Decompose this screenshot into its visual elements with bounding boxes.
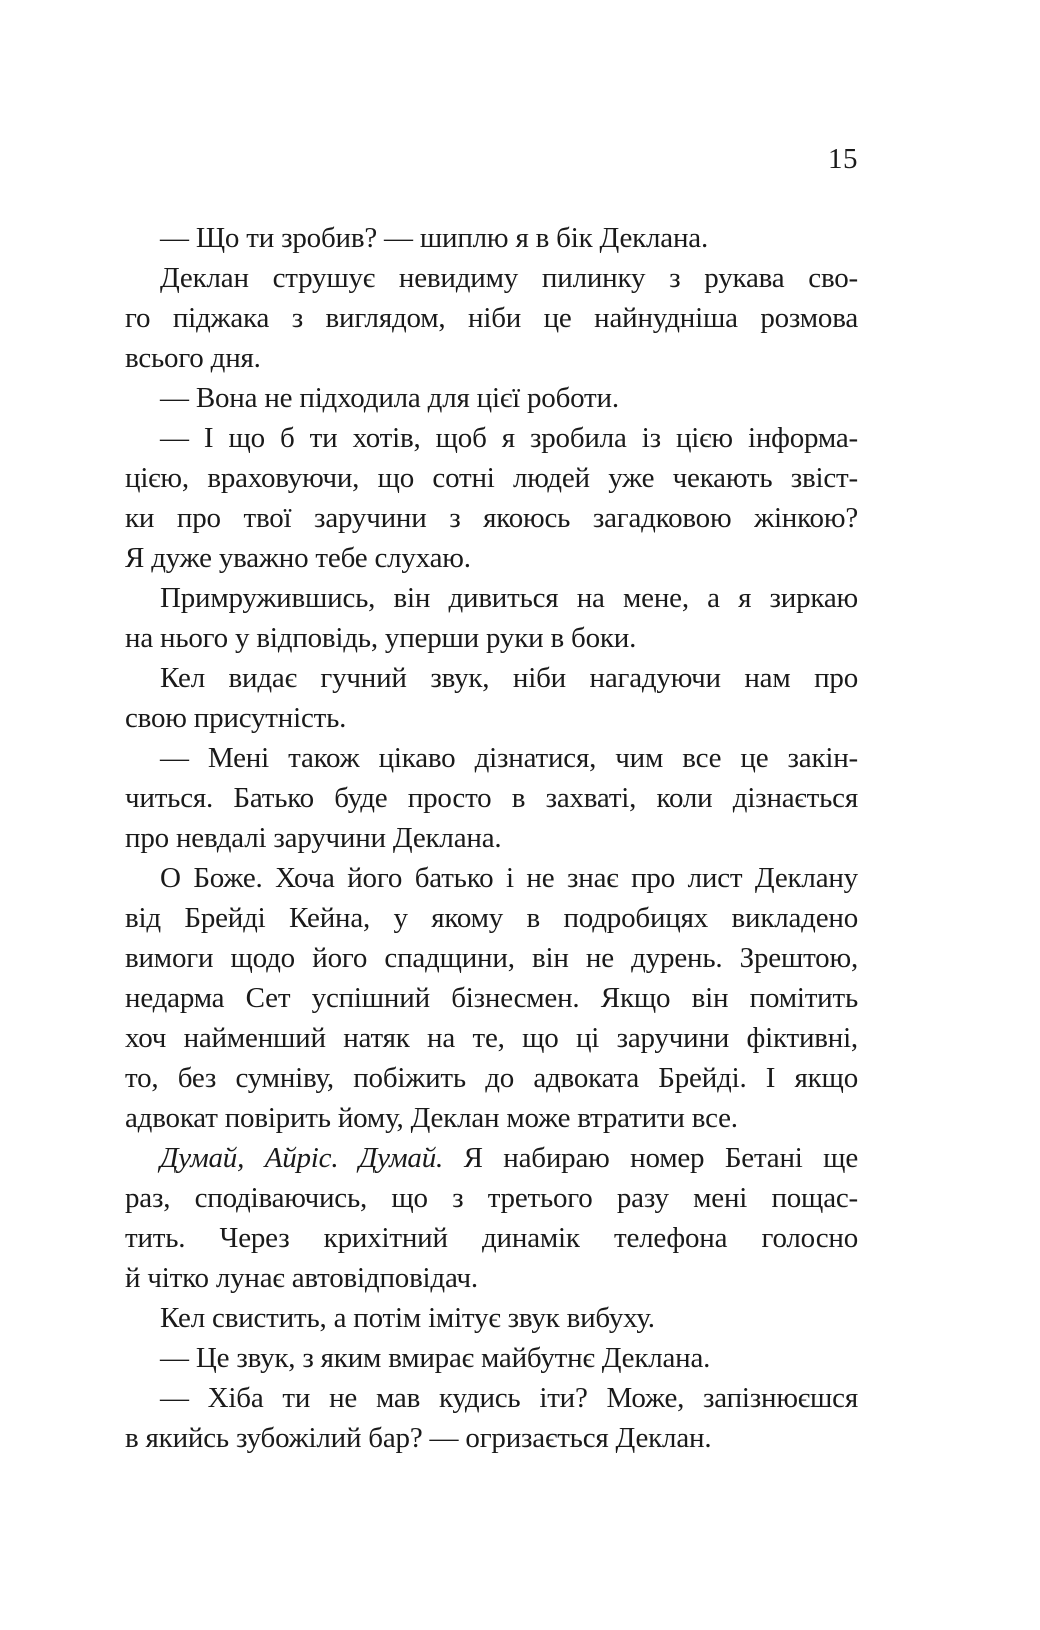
text-line: [125, 698, 858, 738]
text-line: [125, 618, 858, 658]
text-line: [125, 498, 858, 538]
text-segment: Кел видає гучний звук, ніби нагадуючи нам про: [160, 662, 858, 694]
text-line: [125, 338, 858, 378]
text-line: [125, 1138, 858, 1178]
text-segment: про невдалі заручини Деклана.: [125, 822, 502, 854]
text-segment: на нього у відповідь, уперши руки в боки.: [125, 622, 637, 654]
text-line: [125, 858, 858, 898]
text-line: [125, 1338, 858, 1378]
italic-text-segment: Думай, Айріс. Думай.: [160, 1142, 444, 1174]
text-line: [125, 298, 858, 338]
text-segment: тить. Через крихітний динамік телефона голосно: [125, 1222, 858, 1254]
text-segment: — І що б ти хотів, щоб я зробила із цією інформа-: [160, 422, 858, 454]
text-segment: — Хіба ти не мав кудись іти? Може, запізнюєшся: [160, 1382, 858, 1414]
text-line: [125, 1018, 858, 1058]
text-line: [125, 578, 858, 618]
text-segment: й чітко лунає автовідповідач.: [125, 1262, 478, 1294]
text-line: [125, 738, 858, 778]
text-segment: го піджака з виглядом, ніби це найнудніша розмова: [125, 302, 858, 334]
text-segment: — Що ти зробив? — шиплю я в бік Деклана.: [160, 222, 709, 254]
text-segment: всього дня.: [125, 342, 261, 374]
text-segment: раз, сподіваючись, що з третього разу мені пощас-: [125, 1182, 858, 1214]
text-line: [125, 1418, 858, 1458]
text-segment: Я набираю номер Бетані ще: [443, 1142, 858, 1174]
text-line: [125, 1178, 858, 1218]
text-segment: вимоги щодо його спадщини, він не дурень. Зрештою,: [125, 942, 858, 974]
text-segment: Деклан струшує невидиму пилинку з рукава сво-: [160, 262, 858, 294]
text-line: [125, 778, 858, 818]
text-line: [125, 1218, 858, 1258]
text-segment: Кел свистить, а потім імітує звук вибуху.: [160, 1302, 655, 1334]
text-segment: то, без сумніву, побіжить до адвоката Брейді. І якщо: [125, 1062, 858, 1094]
text-line: [125, 258, 858, 298]
page-number: 15: [828, 143, 858, 175]
text-line: [125, 458, 858, 498]
text-segment: від Брейді Кейна, у якому в подробицях викладено: [125, 902, 858, 934]
text-line: [125, 1098, 858, 1138]
text-line: [125, 418, 858, 458]
text-segment: ки про твої заручини з якоюсь загадковою жінкою?: [125, 502, 858, 534]
text-segment: адвокат повірить йому, Деклан може втратити все.: [125, 1102, 738, 1134]
text-segment: в якийсь зубожілий бар? — огризається Деклан.: [125, 1422, 712, 1454]
text-segment: — Вона не підходила для цієї роботи.: [160, 382, 619, 414]
text-segment: цією, враховуючи, що сотні людей уже чекають звіст-: [125, 462, 858, 494]
text-line: [125, 1378, 858, 1418]
text-line: [125, 1058, 858, 1098]
text-segment: Примружившись, він дивиться на мене, а я зиркаю: [160, 582, 858, 614]
text-segment: О Боже. Хоча його батько і не знає про лист Деклану: [160, 862, 858, 894]
text-line: [125, 658, 858, 698]
text-line: [125, 378, 858, 418]
text-line: [125, 218, 858, 258]
text-line: [125, 818, 858, 858]
text-segment: Я дуже уважно тебе слухаю.: [125, 542, 471, 574]
text-line: [125, 1298, 858, 1338]
text-segment: — Це звук, з яким вмирає майбутнє Деклана.: [160, 1342, 711, 1374]
text-segment: — Мені також цікаво дізнатися, чим все це закін-: [160, 742, 858, 774]
text-segment: хоч найменший натяк на те, що ці заручини фіктивні,: [125, 1022, 858, 1054]
text-segment: свою присутність.: [125, 702, 347, 734]
text-line: [125, 538, 858, 578]
text-block: [125, 218, 858, 1458]
text-line: [125, 898, 858, 938]
text-segment: читься. Батько буде просто в захваті, коли дізнається: [125, 782, 858, 814]
text-line: [125, 978, 858, 1018]
text-line: [125, 938, 858, 978]
text-segment: недарма Сет успішний бізнесмен. Якщо він помітить: [125, 982, 858, 1014]
text-line: [125, 1258, 858, 1298]
